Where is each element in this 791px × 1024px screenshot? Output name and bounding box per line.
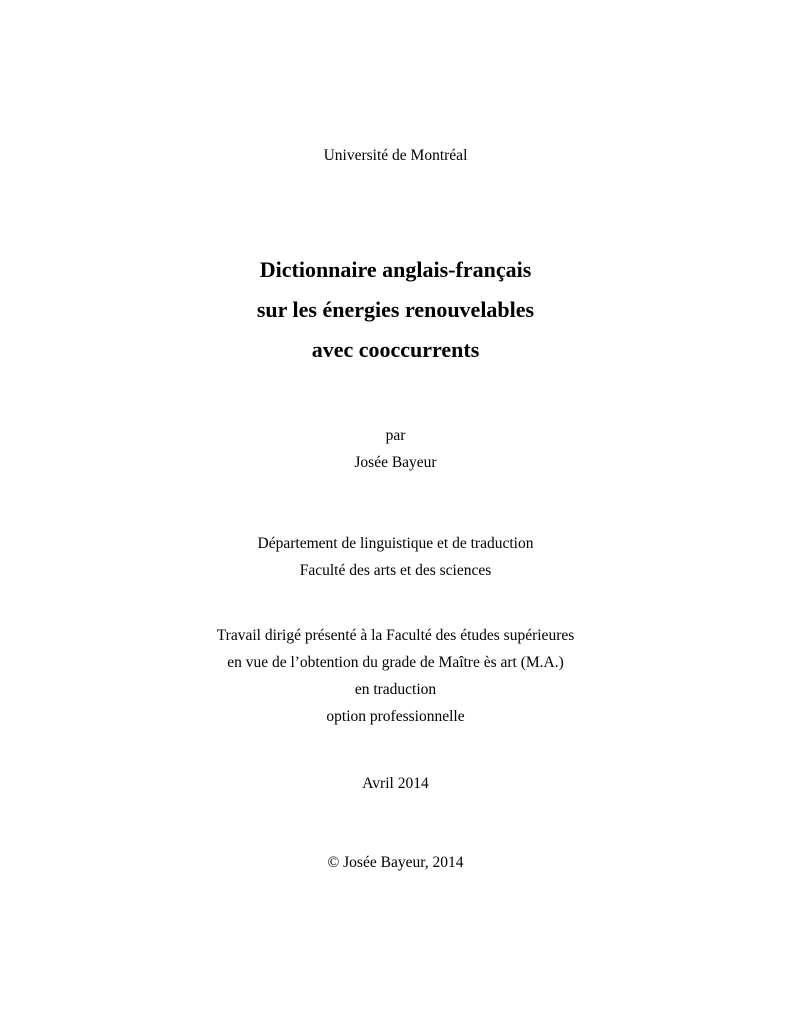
document-title-line-2: sur les énergies renouvelables [256, 297, 535, 322]
submission-line-3: en traduction [354, 681, 437, 698]
copyright-notice: © Josée Bayeur, 2014 [327, 854, 464, 871]
university-name: Université de Montréal [323, 147, 468, 164]
author-name: Josée Bayeur [354, 454, 437, 471]
document-title-line-3: avec cooccurrents [311, 337, 480, 362]
department-name: Département de linguistique et de traduction [257, 535, 534, 552]
submission-date: Avril 2014 [362, 775, 429, 792]
submission-line-1: Travail dirigé présenté à la Faculté des études supérieures [216, 627, 575, 644]
submission-line-4: option professionnelle [326, 708, 465, 725]
by-label: par [385, 427, 406, 444]
document-title-line-1: Dictionnaire anglais-français [259, 257, 532, 282]
faculty-name: Faculté des arts et des sciences [299, 562, 492, 579]
submission-line-2: en vue de l’obtention du grade de Maître ès art (M.A.) [227, 654, 564, 671]
